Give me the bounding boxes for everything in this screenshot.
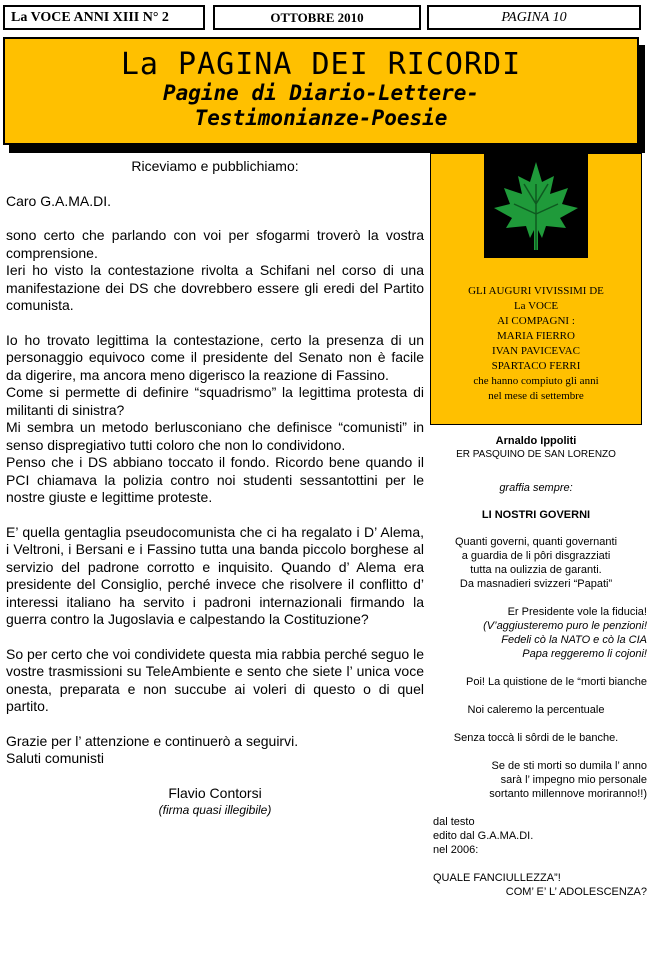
poem-line: tutta na oulizzia de garanti. — [470, 564, 602, 576]
letter-paragraph: sono certo che parlando con voi per sfogarmi troverò la vostra comprensione. — [6, 227, 424, 261]
letter-paragraph: E’ quella gentaglia pseudocomunista che ci ha regalato i D’ Alema, i Veltroni, i Bersani e i Fassino tutta una banda piccolo borghese al servizio del padrone corrotto e inquisito. Quando d’ Alema era presidente del Consiglio, perché invece che risolvere il conflitto d’ interessi italiano ha servito i padroni internazionali firmando la guerra contro la Jugoslavia e calpestando la Costituzione? — [6, 523, 424, 627]
page-label: PAGINA 10 — [501, 10, 567, 25]
greetings-line: che hanno compiuto gli anni — [473, 375, 599, 387]
banner — [3, 37, 639, 145]
letter-paragraph: So per certo che voi condividete questa mia rabbia perché seguo le vostre trasmissioni su TeleAmbiente e sento che siete l’ unica voce onesta, preparata e non succube ai voleri di questo o di quel partito. — [6, 645, 424, 714]
letter-paragraph: Io ho trovato legittima la contestazione, certo la presenza di un personaggio equivoco come il presidente del Senato non è facile da digerire, ma ancora meno digerisco la reazione di Fassino. — [6, 331, 424, 383]
date-label: OTTOBRE 2010 — [270, 10, 364, 25]
maple-leaf-icon — [484, 154, 588, 258]
poem-line: a guardia de li pôri disgrazziati — [461, 550, 611, 562]
poem-line: sortanto millennove moriranno!!) — [489, 788, 647, 800]
greetings-line: La VOCE — [513, 300, 559, 312]
banner-subtitle-2: Testimonianze-Poesie — [194, 106, 448, 130]
banner-subtitle-1: Pagine di Diario-Lettere- — [162, 81, 480, 105]
poem-line: Er Presidente vole la fiducia! — [507, 606, 647, 618]
letter-column — [6, 158, 424, 820]
poem-alias: ER PASQUINO DE SAN LORENZO — [456, 449, 616, 460]
poem-title: LI NOSTRI GOVERNI — [481, 509, 591, 521]
issue-box — [3, 5, 205, 30]
date-box — [213, 5, 421, 30]
letter-salutation: Caro G.A.MA.DI. — [6, 192, 112, 209]
poem-line: Se de sti morti so dumila l’ anno — [491, 760, 647, 772]
poem-line: Noi caleremo la percentuale — [467, 704, 605, 716]
greetings-line: MARIA FIERRO — [497, 330, 575, 342]
poem-line: Fedeli cò la NATO e cò la CIA — [501, 634, 647, 646]
poem-line: Quanti governi, quanti governanti — [454, 536, 618, 548]
poem-graffia: graffia sempre: — [499, 482, 573, 494]
greetings-text — [431, 284, 641, 404]
poem-column — [425, 434, 647, 899]
greetings-box — [430, 153, 642, 425]
poem-source: edito dal G.A.MA.DI. — [433, 830, 534, 842]
poem-source: nel 2006: — [433, 844, 479, 856]
greetings-line: AI COMPAGNI : — [497, 315, 575, 327]
letter-closing: Grazie per l’ attenzione e continuerò a seguirvi. — [6, 732, 299, 749]
letter-signature-note: (firma quasi illegibile) — [158, 803, 272, 817]
poem-line: (V’aggiusteremo puro le penzioni! — [483, 620, 647, 632]
letter-intro: Riceviamo e pubblichiamo: — [131, 158, 299, 174]
poem-book-title: QUALE FANCIULLEZZA”! — [433, 872, 561, 884]
poem-book-title: COM’ E’ L’ ADOLESCENZA? — [505, 886, 647, 898]
letter-paragraph: Come si permette di definire “squadrismo” la legittima protesta di militanti di sinistra? — [6, 384, 424, 418]
leaf-panel — [484, 154, 588, 258]
greetings-line: GLI AUGURI VIVISSIMI DE — [468, 285, 604, 297]
letter-paragraph: Ieri ho visto la contestazione rivolta a Schifani nel corso di una manifestazione dei DS che dovrebbero essere gli eredi del Partito comunista. — [6, 262, 424, 313]
letter-paragraph: Mi sembra un metodo berlusconiano che definisce “comunisti” in senso dispregiativo tutti coloro che non lo condividono. — [6, 419, 424, 453]
poem-line: Poi! La quistione de le “morti bianche — [466, 676, 647, 688]
page-box — [427, 5, 641, 30]
poem-line: sarà l’ impegno mio personale — [500, 774, 647, 786]
letter-signature: Flavio Contorsi — [168, 784, 262, 801]
poem-author: Arnaldo Ippoliti — [495, 435, 577, 447]
issue-label: La VOCE ANNI XIII N° 2 — [11, 10, 169, 25]
greetings-line: SPARTACO FERRI — [491, 360, 581, 372]
greetings-line: nel mese di settembre — [488, 390, 584, 402]
poem-line: Papa reggeremo li cojoni! — [522, 648, 647, 660]
letter-closing: Saluti comunisti — [6, 750, 105, 766]
greetings-line: IVAN PAVICEVAC — [492, 345, 580, 357]
poem-line: Senza toccà li sôrdi de le banche. — [453, 732, 619, 744]
letter-paragraph: Penso che i DS abbiano toccato il fondo. Ricordo bene quando il PCI chiamava la polizia contro noi studenti sessantottini per le nostre giuste e legittime proteste. — [6, 454, 424, 505]
banner-title: La PAGINA DEI RICORDI — [120, 47, 522, 82]
poem-source: dal testo — [433, 816, 475, 828]
poem-line: Da masnadieri svizzeri “Papati” — [459, 578, 613, 590]
